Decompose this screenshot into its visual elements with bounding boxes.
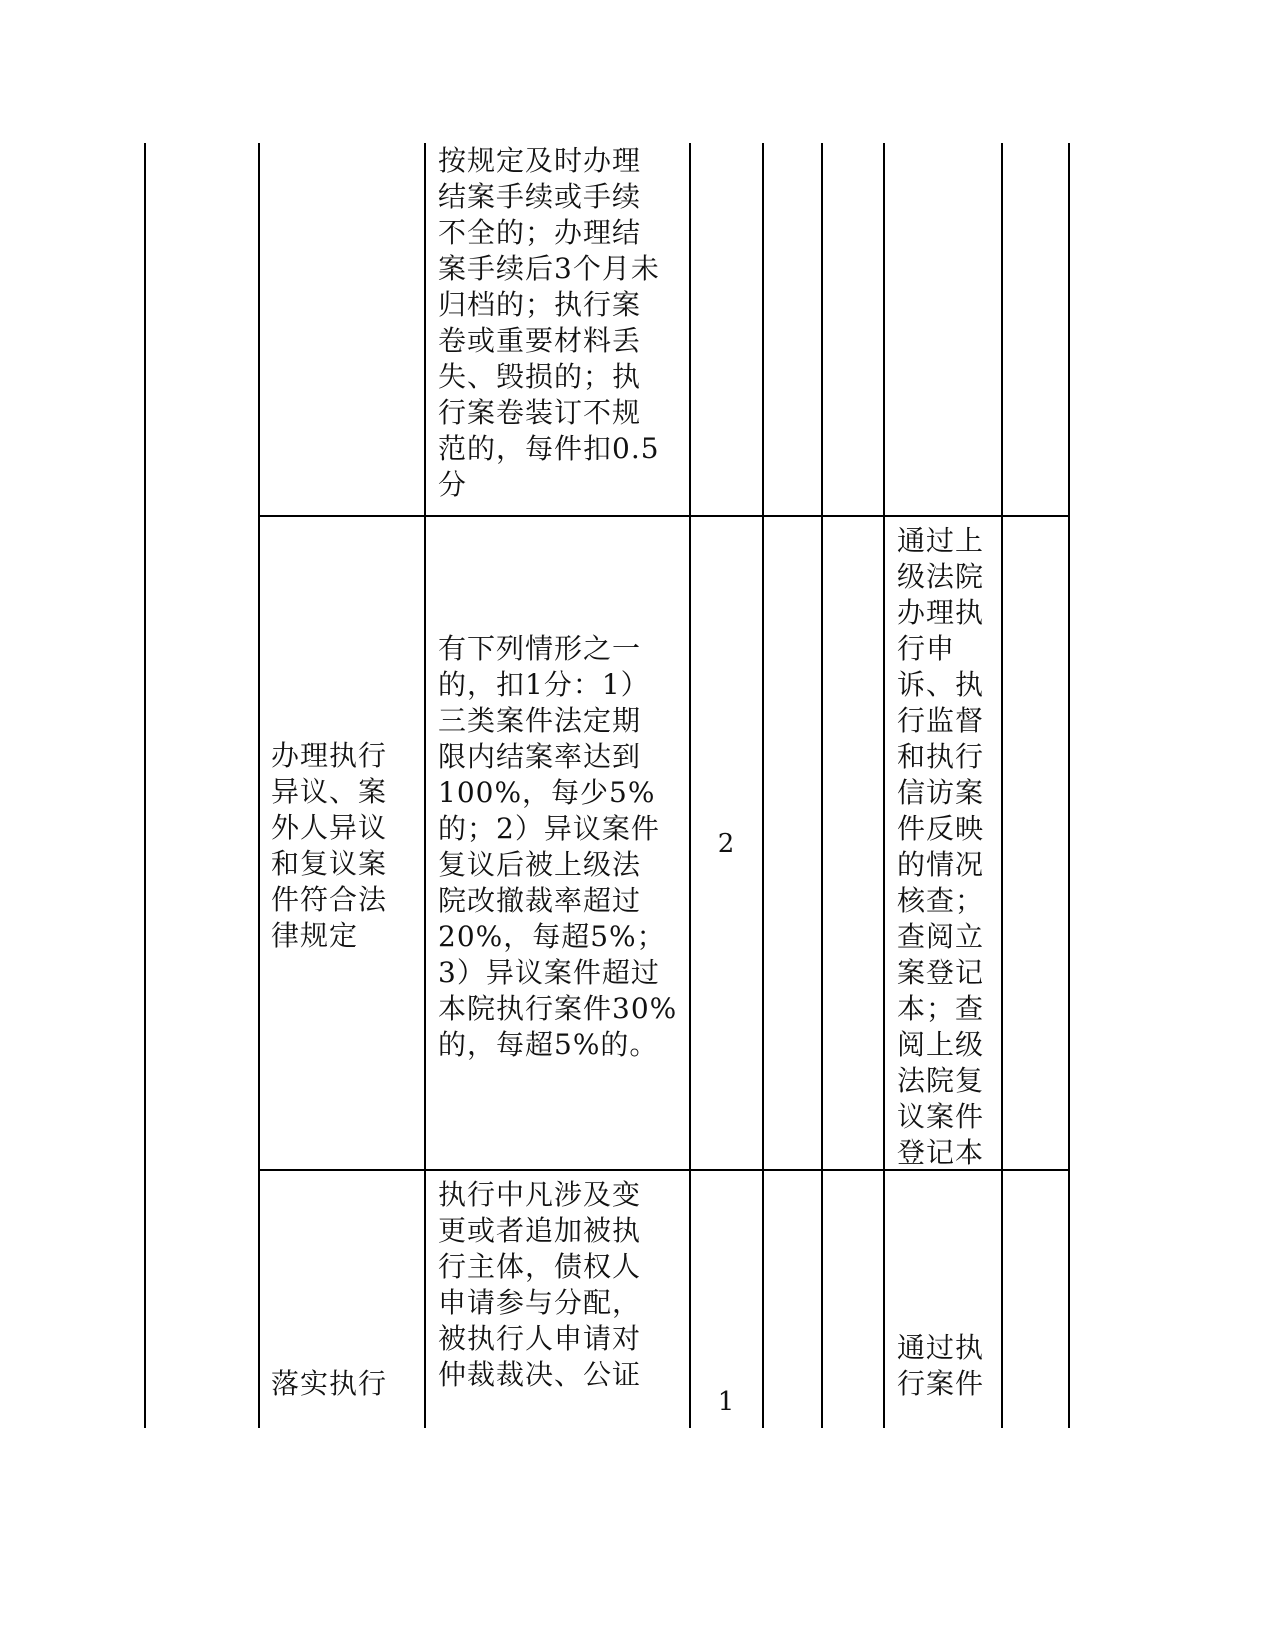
table-col-divider-4 [762, 143, 764, 1428]
row2-score: 2 [717, 829, 735, 859]
table-col-divider-5 [821, 143, 823, 1428]
row3-item: 落实执行 [271, 1367, 388, 1400]
table-col-divider-1 [258, 143, 260, 1428]
table-col-divider-2 [424, 143, 426, 1428]
table-col-divider-6 [883, 143, 885, 1428]
row3-method: 通过执 行案件 [897, 1331, 985, 1400]
row3-criteria: 执行中凡涉及变 更或者追加被执 行主体，债权人 申请参与分配， 被执行人申请对 仲裁裁决、公证 [438, 1178, 642, 1391]
row3-score: 1 [717, 1387, 735, 1417]
row2-method: 通过上 级法院 办理执 行申 诉、执 行监督 和执行 信访案 件反映 的情况 核查； 查阅立 案登记 本；查 阅上级 法院复 议案件 登记本 [897, 524, 985, 1169]
row-divider-1 [258, 515, 1070, 517]
table-border-left [144, 143, 146, 1428]
table-col-divider-7 [1001, 143, 1003, 1428]
table-border-right [1068, 143, 1070, 1428]
row2-item: 办理执行 异议、案 外人异议 和复议案 件符合法 律规定 [271, 739, 388, 952]
row1-criteria: 按规定及时办理 结案手续或手续 不全的；办理结 案手续后3个月未 归档的；执行案 卷或重要材料丢 失、毁损的；执 行案卷装订不规 范的，每件扣0.5 分 [438, 144, 660, 501]
table-col-divider-3 [689, 143, 691, 1428]
row2-criteria: 有下列情形之一 的，扣1分：1） 三类案件法定期 限内结案率达到 100%，每少5% 的；2）异议案件 复议后被上级法 院改撤裁率超过 20%，每超5%； 3）异议案件超过 本院执行案件30% 的，每超5%的。 [438, 632, 678, 1061]
